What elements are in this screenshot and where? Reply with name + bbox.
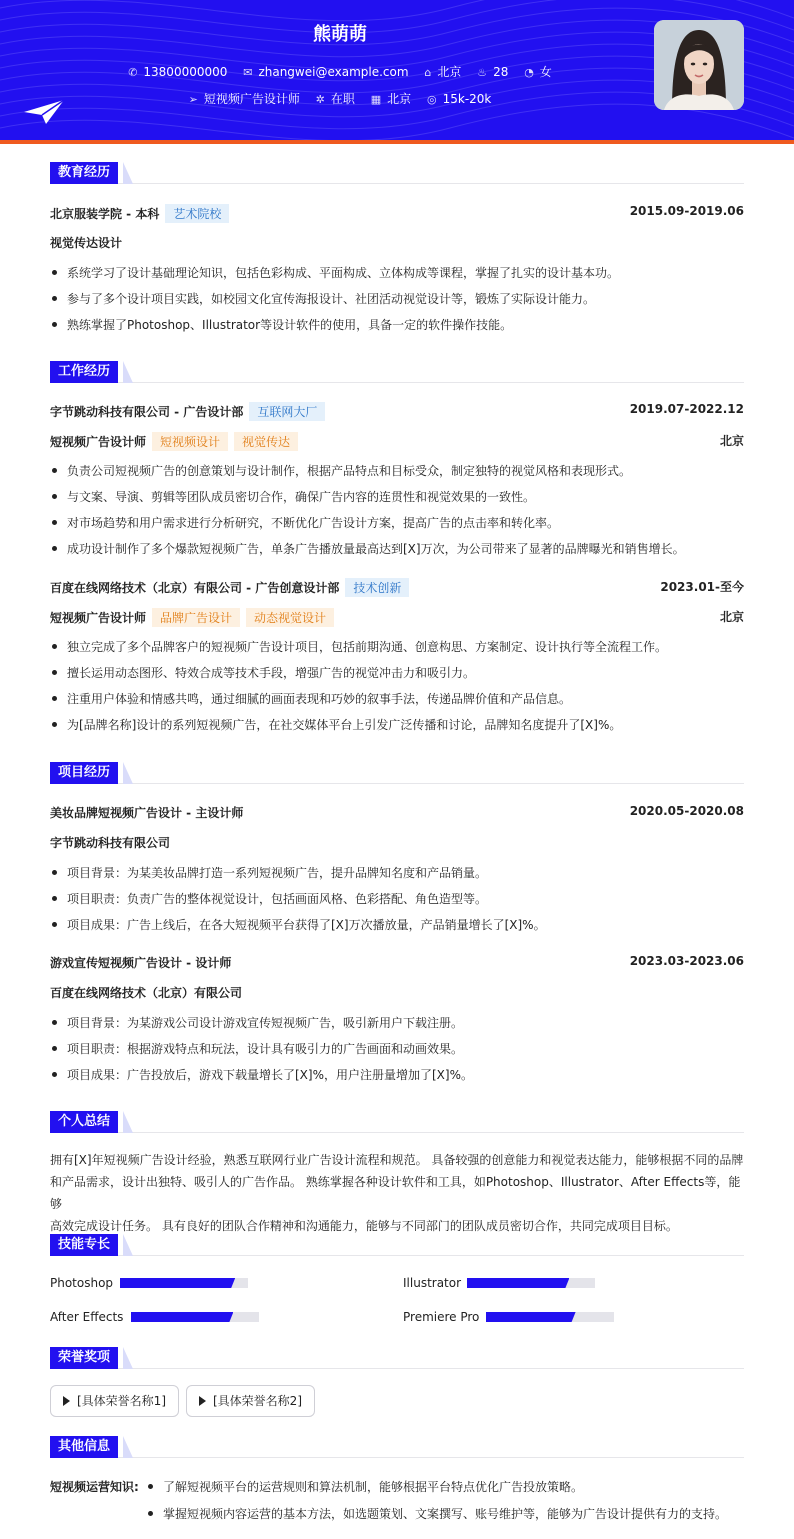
title-decor: [123, 1234, 133, 1256]
building-icon: ▦: [370, 93, 382, 106]
education-major: 视觉传达设计: [50, 236, 123, 250]
summary-title-bar: [50, 1111, 744, 1133]
project-name-row: [50, 804, 744, 821]
award-label: [具体荣誉名称2]: [213, 1394, 302, 1408]
profile-photo: [654, 20, 744, 110]
email-item: [243, 65, 408, 79]
other-title-bar: [50, 1436, 744, 1458]
skills-section: [50, 1234, 744, 1334]
job-location: 北京: [719, 434, 744, 448]
header-accent-stripe: [0, 140, 794, 144]
cake-icon: ♨: [477, 66, 488, 79]
city-text: 北京: [437, 65, 462, 79]
list-item: 独立完成了多个品牌客户的短视频广告设计项目，包括前期沟通、创意构思、方案制定、设计执行等全流程工作。: [50, 638, 744, 655]
skill-name: After Effects: [50, 1310, 124, 1324]
other-label: 短视频运营知识:: [50, 1480, 139, 1494]
skill-bar-fill: [131, 1312, 233, 1322]
project-dates: 2023.03-2023.06: [629, 954, 744, 968]
awards-section: [50, 1347, 744, 1422]
list-item: 为[品牌名称]设计的系列短视频广告，在社交媒体平台上引发广泛传播和讨论，品牌知名度提升了[X]%。: [50, 716, 744, 733]
summary-section: [50, 1111, 744, 1233]
project-company: 字节跳动科技有限公司: [50, 836, 171, 850]
list-item: 项目背景：为某游戏公司设计游戏宣传短视频广告，吸引新用户下载注册。: [50, 1014, 744, 1031]
role-tag: 视觉传达: [234, 432, 298, 451]
award-item[interactable]: [186, 1385, 315, 1417]
list-item: 注重用户体验和情感共鸣，通过细腻的画面表现和巧妙的叙事手法，传递品牌价值和产品信息。: [50, 690, 744, 707]
summary-line: 高效完成设计任务。 具有良好的团队合作精神和沟通能力，能够与不同部门的团队成员密切合作，共同完成项目目标。: [50, 1219, 678, 1233]
mail-icon: ✉: [243, 66, 253, 79]
other-section: [50, 1436, 744, 1531]
gender-text: 女: [539, 65, 552, 79]
job-role-row: [50, 608, 744, 627]
list-item: 项目成果：广告投放后，游戏下载量增长了[X]%，用户注册量增加了[X]%。: [50, 1066, 744, 1083]
contact-info-row: [0, 63, 680, 80]
job-role: 短视频广告设计师: [50, 611, 147, 625]
skill-bar: [120, 1278, 248, 1288]
list-item: 参与了多个设计项目实践，如校园文化宣传海报设计、社团活动视觉设计等，锻炼了实际设计能力。: [50, 290, 744, 307]
list-item: 了解短视频平台的运营规则和算法机制，能够根据平台特点优化广告投放策略。: [146, 1478, 744, 1495]
summary-line: 拥有[X]年短视频广告设计经验，熟悉互联网行业广告设计流程和规范。 具备较强的创意能力和视觉表达能力，能够根据不同的品牌: [50, 1153, 744, 1167]
education-title: 教育经历: [50, 162, 118, 184]
job-company-row: [50, 402, 744, 421]
role-tag: 品牌广告设计: [152, 608, 240, 627]
position-text: 短视频广告设计师: [203, 92, 300, 106]
project-name-row: [50, 954, 744, 971]
project-dates: 2020.05-2020.08: [629, 804, 744, 818]
project-name: 美妆品牌短视频广告设计 - 主设计师: [50, 806, 244, 820]
work-city-text: 北京: [387, 92, 412, 106]
summary-text: [50, 1149, 744, 1237]
school-name: 北京服装学院 - 本科: [50, 207, 160, 221]
job-company-row: [50, 578, 744, 597]
skill-bar-fill: [467, 1278, 569, 1288]
education-dates: 2015.09-2019.06: [629, 204, 744, 218]
title-decor: [123, 361, 133, 383]
projects-title-bar: [50, 762, 744, 784]
education-section: [50, 162, 744, 342]
job-dates: 2023.01-至今: [660, 580, 744, 594]
skill-name: Premiere Pro: [403, 1310, 480, 1324]
list-item: 项目职责：负责广告的整体视觉设计，包括画面风格、色彩搭配、角色造型等。: [50, 890, 744, 907]
resume-header: [0, 0, 794, 140]
company-tag: 技术创新: [345, 578, 409, 597]
list-item: 对市场趋势和用户需求进行分析研究，不断优化广告设计方案，提高广告的点击率和转化率。: [50, 514, 744, 531]
position-item: [189, 90, 300, 107]
other-title: 其他信息: [50, 1436, 118, 1458]
role-tag: 动态视觉设计: [246, 608, 334, 627]
play-icon: [199, 1396, 206, 1406]
list-item: 项目背景：为某美妆品牌打造一系列短视频广告，提升品牌知名度和产品销量。: [50, 864, 744, 881]
awards-title: 荣誉奖项: [50, 1347, 118, 1369]
title-decor: [123, 1111, 133, 1133]
email-text: zhangwei@example.com: [258, 65, 409, 79]
list-item: 成功设计制作了多个爆款短视频广告，单条广告播放量最高达到[X]万次，为公司带来了显著的品牌曝光和销售增长。: [50, 540, 744, 557]
list-item: 熟练掌握了Photoshop、Illustrator等设计软件的使用，具备一定的软件操作技能。: [50, 316, 744, 333]
status-item: [316, 90, 355, 107]
gender-icon: ◔: [524, 66, 534, 79]
job-company: 百度在线网络技术（北京）有限公司 - 广告创意设计部: [50, 581, 340, 595]
skill-bar-fill: [486, 1312, 576, 1322]
job-location: 北京: [719, 610, 744, 624]
awards-list: [50, 1385, 744, 1417]
school-tag: 艺术院校: [165, 204, 229, 223]
skills-title: 技能专长: [50, 1234, 118, 1256]
skill-bar: [486, 1312, 614, 1322]
send-icon: ➢: [188, 93, 198, 106]
summary-title: 个人总结: [50, 1111, 118, 1133]
work-title-bar: [50, 361, 744, 383]
skill-bar: [131, 1312, 259, 1322]
gender-item: [524, 63, 552, 80]
list-item: 项目成果：广告上线后，在各大短视频平台获得了[X]万次播放量，产品销量增长了[X]%。: [50, 916, 744, 933]
skill-name: Photoshop: [50, 1276, 114, 1290]
work-section: [50, 361, 744, 741]
salary-item: [427, 92, 491, 106]
job-role: 短视频广告设计师: [50, 435, 147, 449]
home-icon: ⌂: [424, 66, 432, 79]
summary-line: 和产品需求，设计出独特、吸引人的广告作品。 熟练掌握各种设计软件和工具，如Photoshop、Illustrator、After Effects等，能够: [50, 1175, 741, 1211]
list-item: 系统学习了设计基础理论知识，包括色彩构成、平面构成、立体构成等课程，掌握了扎实的设计基本功。: [50, 264, 744, 281]
list-item: 项目职责：根据游戏特点和玩法，设计具有吸引力的广告画面和动画效果。: [50, 1040, 744, 1057]
skill-name: Illustrator: [403, 1276, 462, 1290]
education-school-row: [50, 204, 744, 223]
phone-item: [128, 65, 227, 79]
salary-text: 15k-20k: [442, 92, 492, 106]
city-item: [424, 63, 461, 80]
company-tag: 互联网大厂: [249, 402, 325, 421]
phone-icon: ✆: [128, 66, 138, 79]
work-city-item: [371, 90, 411, 107]
phone-text: 13800000000: [143, 65, 228, 79]
project-name: 游戏宣传短视频广告设计 - 设计师: [50, 956, 232, 970]
portrait-image: [654, 20, 744, 110]
candidate-name: 熊萌萌: [313, 24, 367, 45]
skill-bar-fill: [120, 1278, 235, 1288]
list-item: 负责公司短视频广告的创意策划与设计制作，根据产品特点和目标受众，制定独特的视觉风格和表现形式。: [50, 462, 744, 479]
job-info-row: [0, 90, 680, 107]
award-label: [具体荣誉名称1]: [77, 1394, 166, 1408]
job-role-row: [50, 432, 744, 451]
title-decor: [123, 162, 133, 184]
role-tag: 短视频设计: [152, 432, 228, 451]
play-icon: [63, 1396, 70, 1406]
awards-title-bar: [50, 1347, 744, 1369]
title-decor: [123, 762, 133, 784]
skill-bar: [467, 1278, 595, 1288]
age-item: [477, 65, 508, 79]
age-text: 28: [493, 65, 509, 79]
title-decor: [123, 1347, 133, 1369]
list-item: 与文案、导演、剪辑等团队成员密切合作，确保广告内容的连贯性和视觉效果的一致性。: [50, 488, 744, 505]
work-title: 工作经历: [50, 361, 118, 383]
list-item: 擅长运用动态图形、特效合成等技术手段，增强广告的视觉冲击力和吸引力。: [50, 664, 744, 681]
education-title-bar: [50, 162, 744, 184]
job-company: 字节跳动科技有限公司 - 广告设计部: [50, 405, 244, 419]
status-icon: ✲: [315, 93, 325, 106]
projects-title: 项目经历: [50, 762, 118, 784]
skills-title-bar: [50, 1234, 744, 1256]
list-item: 掌握短视频内容运营的基本方法，如选题策划、文案撰写、账号维护等，能够为广告设计提供有力的支持。: [146, 1505, 744, 1522]
coin-icon: ◎: [426, 93, 437, 106]
award-item[interactable]: [50, 1385, 179, 1417]
project-company: 百度在线网络技术（北京）有限公司: [50, 986, 243, 1000]
projects-section: [50, 762, 744, 1092]
title-decor: [123, 1436, 133, 1458]
status-text: 在职: [330, 92, 355, 106]
job-dates: 2019.07-2022.12: [629, 402, 744, 416]
